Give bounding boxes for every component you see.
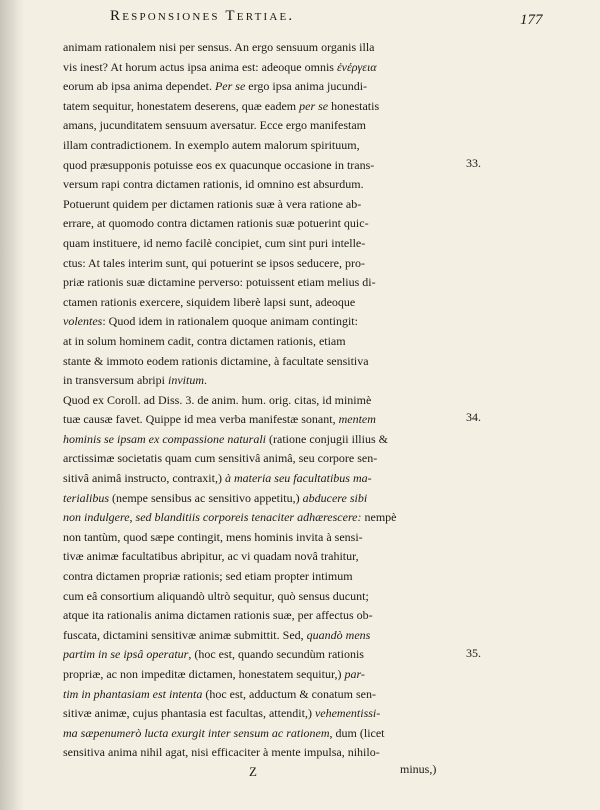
italic-text: volentes <box>63 314 103 329</box>
text-line <box>63 214 463 234</box>
roman-text: nempè <box>361 510 397 525</box>
text-line <box>63 312 463 332</box>
italic-text: terialibus <box>63 490 110 505</box>
roman-text: quam instituere, id nemo facilè concipiet, cum sint puri intelle- <box>63 235 366 250</box>
text-line <box>63 116 463 136</box>
roman-text: atque ita rationalis anima dictamen rationis suæ, per affectus ob- <box>63 608 373 623</box>
text-line <box>63 97 463 117</box>
roman-text: amans, jucunditatem sensuum aversatur. Ecce ergo manifestam <box>63 118 367 133</box>
text-line <box>63 38 463 58</box>
roman-text: , (hoc est, quando secundùm rationis <box>188 647 364 662</box>
text-line <box>63 391 463 411</box>
text-line <box>63 136 463 156</box>
text-line <box>63 724 463 744</box>
roman-text: (ratione conjugii illius & <box>266 431 388 446</box>
roman-text: sensitiva anima nihil agat, nisi efficaciter à mente impulsa, nihilo- <box>63 745 380 760</box>
text-line <box>63 156 463 176</box>
text-line <box>63 254 463 274</box>
roman-text: priæ rationis suæ dictamine perverso: potuissent etiam melius di- <box>63 275 376 290</box>
text-line <box>63 489 463 509</box>
text-line <box>63 665 463 685</box>
roman-text: propriæ, ac non impeditæ dictamen, honestatem sequitur,) <box>63 667 345 681</box>
roman-text: . <box>203 373 207 388</box>
text-line <box>63 685 463 705</box>
italic-text: ἐνέργεια <box>336 59 377 74</box>
roman-text: cum eâ consortium aliquandò ultrò sequitur, quò sensus ducunt; <box>63 588 369 603</box>
text-line <box>63 567 463 587</box>
italic-text: non indulgere, sed blanditiis corporeis tenaciter adhærescere: <box>63 510 362 525</box>
roman-text: sitivâ animâ instructo, contraxit,) <box>63 471 225 486</box>
roman-text: ctamen rationis exercere, siquidem liberè lapsi sunt, adeoque <box>63 294 356 309</box>
text-line <box>63 626 463 646</box>
roman-text: (nempe sensibus ac sensitivo appetitu,) <box>109 490 303 505</box>
italic-text: tim in phantasiam est intenta <box>63 686 203 701</box>
signature-mark: Z <box>249 764 257 779</box>
roman-text: tuæ causæ favet. Quippe id mea verba manifestæ sonant, <box>63 412 339 427</box>
italic-text: invitum <box>167 373 204 388</box>
italic-text: partim in se ipsâ operatur <box>63 647 189 662</box>
italic-text: vehementissi- <box>314 706 381 721</box>
roman-text: : Quod idem in rationalem quoque animam contingit: <box>102 314 358 329</box>
roman-text: vis inest? At horum actus ipsa anima est: adeoque omnis <box>63 59 337 74</box>
italic-text: ma sæpenumerò lucta exurgit inter sensum ac rationem <box>63 725 330 740</box>
roman-text: sitivæ animæ, cujus phantasia est facultas, attendit,) <box>63 706 315 721</box>
roman-text: eorum ab ipsa anima dependet. <box>63 79 215 94</box>
italic-text: par- <box>344 667 365 681</box>
text-line <box>63 449 463 469</box>
text-line <box>63 58 463 78</box>
italic-text: abducere sibi <box>302 490 368 505</box>
catchword: minus,) <box>400 762 437 776</box>
text-line <box>63 469 463 489</box>
roman-text: ergo ipsa anima jucundi- <box>245 79 368 94</box>
roman-text: illam contradictionem. In exemplo autem malorum spirituum, <box>63 137 360 152</box>
roman-text: contra dictamen propriæ rationis; sed etiam propter intimum <box>63 569 353 584</box>
text-line <box>63 195 463 215</box>
text-line <box>63 352 463 372</box>
text-line <box>63 528 463 548</box>
roman-text: errare, at quomodo contra dictamen rationis suæ potuerint quic- <box>63 216 369 231</box>
roman-text: in transversum abripi <box>63 373 168 388</box>
roman-text: quod præsupponis potuisse eos ex quacunque occasione in trans- <box>63 157 375 172</box>
roman-text: Potuerunt quidem per dictamen rationis suæ à vera ratione ab- <box>63 196 362 211</box>
gutter-shadow <box>0 0 24 810</box>
text-line <box>63 77 463 97</box>
text-line <box>63 547 463 567</box>
italic-text: à materia seu facultatibus ma- <box>224 471 372 486</box>
italic-text: mentem <box>338 412 376 427</box>
roman-text: ctus: At tales interim sunt, qui potuerint se ipsos seducere, pro- <box>63 255 365 270</box>
text-line <box>63 587 463 607</box>
italic-text: hominis se ipsam ex compassione naturali <box>63 431 266 446</box>
roman-text: non tantùm, quod sæpe contingit, mens hominis invita à sensi- <box>63 529 363 544</box>
italic-text: quandò mens <box>306 627 371 642</box>
text-line <box>63 704 463 724</box>
margin-paragraph-number: 33. <box>466 155 481 170</box>
margin-paragraph-number: 34. <box>466 410 481 425</box>
roman-text: animam rationalem nisi per sensus. An ergo sensuum organis illa <box>63 40 375 54</box>
page-number: 177 <box>520 12 543 28</box>
text-line <box>63 175 463 195</box>
text-line <box>63 293 463 313</box>
roman-text: tatem sequitur, honestatem deserens, quæ eadem <box>63 98 300 113</box>
running-head: Responsiones Tertiae. <box>110 8 295 24</box>
roman-text: (hoc est, adductum & conatum sen- <box>202 686 376 701</box>
roman-text: Quod ex Coroll. ad Diss. 3. de anim. hum. orig. citas, id minimè <box>63 392 372 407</box>
roman-text: honestatis <box>328 98 380 113</box>
roman-text: arctissimæ societatis quam cum sensitivâ animâ, seu corpore sen- <box>63 451 378 466</box>
text-line <box>63 332 463 352</box>
italic-text: Per se <box>214 79 246 94</box>
roman-text: stante & immoto eodem rationis dictamine, à facultate sensitiva <box>63 353 369 368</box>
text-line <box>63 606 463 626</box>
roman-text: at in solum hominem cadit, contra dictamen rationis, etiam <box>63 333 346 348</box>
text-line <box>63 743 463 763</box>
text-line <box>63 430 463 450</box>
roman-text: , dum (licet <box>329 725 385 740</box>
text-line <box>63 410 463 430</box>
text-line <box>63 645 463 665</box>
text-line <box>63 371 463 391</box>
body-text <box>63 38 463 763</box>
text-line <box>63 273 463 293</box>
roman-text: versum rapi contra dictamen rationis, id omnino est absurdum. <box>63 177 364 192</box>
italic-text: per se <box>299 98 329 113</box>
roman-text: tivæ animæ facultatibus abripitur, ac vi quadam novâ trahitur, <box>63 549 359 564</box>
margin-paragraph-number: 35. <box>466 645 481 660</box>
text-line <box>63 508 463 528</box>
text-line <box>63 234 463 254</box>
roman-text: fuscata, dictamini sensitivæ animæ submittit. Sed, <box>63 627 307 642</box>
